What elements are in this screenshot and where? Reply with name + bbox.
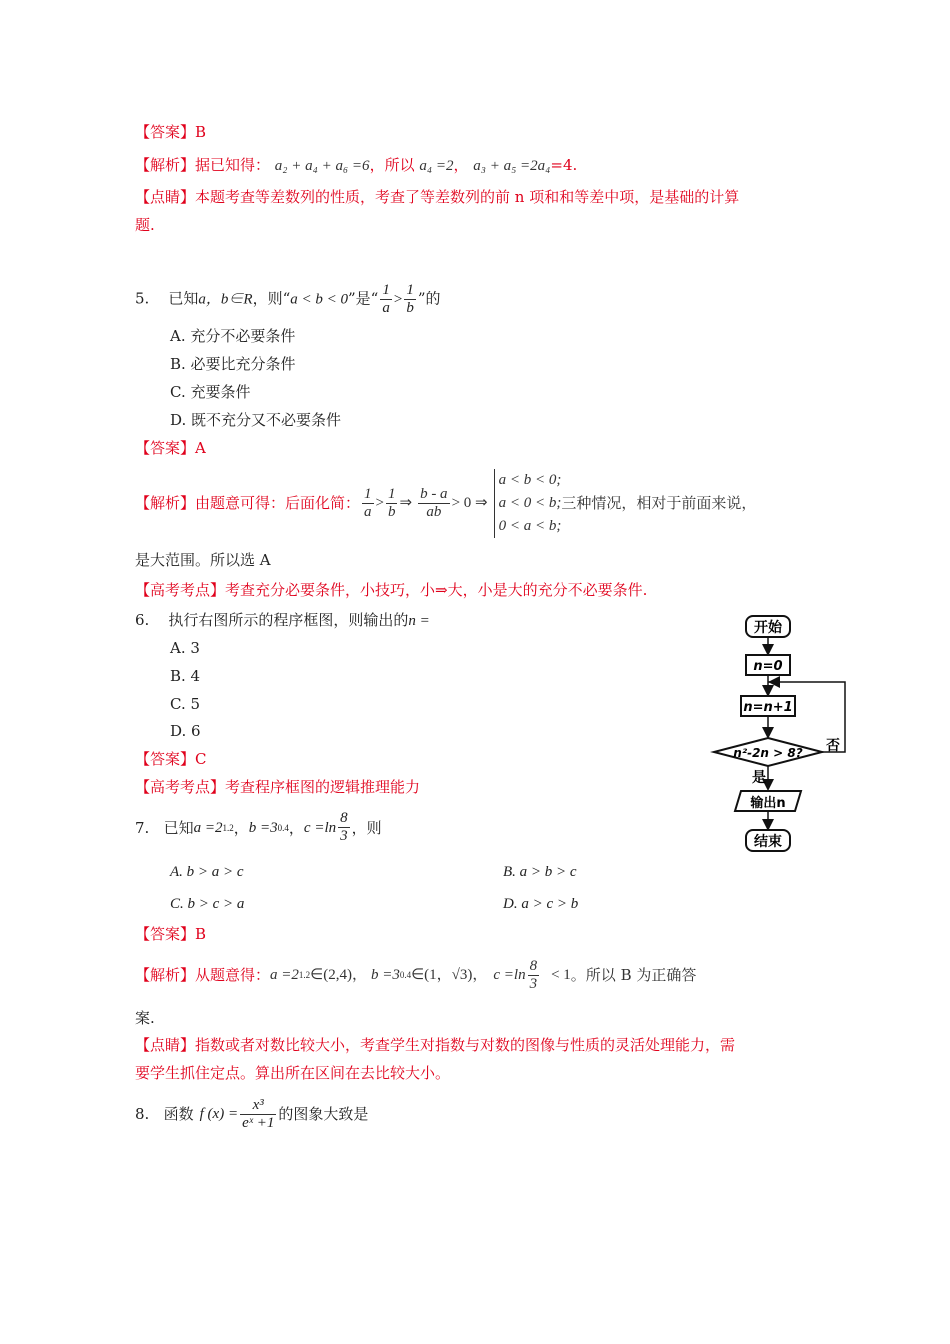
q7-stem: 7. 已知 a =2 1.2 ， b =3 0.4 ， c =ln $\frac{8}{3}$ ，则 — [135, 810, 382, 844]
q8-stem — [135, 1092, 368, 1136]
q7-b-exp: 0.4 — [277, 822, 289, 833]
q5-cond1: a < b < 0 — [290, 291, 348, 308]
q7-a-def: a =2 — [193, 819, 223, 836]
flowchart-no-label: 否 — [826, 738, 840, 754]
q5-frac-right: $\frac{1}{b}$ — [406, 282, 414, 316]
q7-option-b: B. a > b > c — [503, 864, 577, 880]
q7-analysis-c: c =ln — [493, 967, 526, 983]
flowchart-step-text: n=n+1 — [743, 700, 793, 715]
q5-stem: 5. 已知a，b∈R，则“a < b < 0”是“ $\frac{1}{a}$ > $\frac{1}{b}$ ”的 — [135, 282, 441, 316]
q7-analysis-a: a =2 — [270, 967, 299, 983]
q7-analysis-label: 【解析】从题意得： — [135, 966, 271, 984]
flowchart-init-text: n=0 — [753, 659, 783, 674]
q7-analysis — [135, 956, 696, 994]
q4-eq2: a₄ =2 — [419, 158, 454, 174]
q7-a-exp: 1.2 — [222, 822, 234, 833]
q5-analysis-tail: 三种情况，相对于前面来说， — [561, 494, 757, 512]
q6-stem-text: 执行右图所示的程序框图，则输出的 — [168, 611, 409, 629]
q7-analysis-c-frac: $\frac{8}{3}$ — [529, 957, 538, 992]
q5-analysis-frac-left: $\frac{1}{a}$ — [364, 485, 372, 520]
q6-option-b: B. 4 — [170, 667, 201, 685]
q5-analysis-line2: 是大范围。所以选 A — [135, 551, 271, 569]
q7-c-frac: $\frac{8}{3}$ — [340, 810, 348, 844]
q4-eq3: a₃ + a₅ =2a₄ — [473, 158, 551, 174]
q4-analysis-tail: ，所以 — [369, 156, 415, 174]
q7-analysis-b: b =3 — [370, 967, 400, 983]
q5-stem-mid: ，则“ — [252, 289, 291, 308]
q7-answer: 【答案】B — [135, 925, 207, 943]
q5-cases — [494, 469, 562, 538]
q5-exam-point: 【高考考点】考查充分必要条件，小技巧，小⇒大，小是大的充分不必要条件. — [135, 581, 648, 599]
q5-stem-end: ”的 — [417, 289, 441, 308]
q7-option-c: C. b > c > a — [170, 896, 245, 912]
q5-analysis-label: 【解析】由题意可得：后面化简： — [135, 494, 361, 512]
q7-comment-line2: 要学生抓住定点。算出所在区间在去比较大小。 — [135, 1064, 451, 1082]
q5-analysis-frac-diff: $\frac{b - a}{ab}$ — [420, 485, 448, 520]
q5-frac-left: $\frac{1}{a}$ — [382, 282, 390, 316]
q7-analysis-tail: 。所以 B 为正确答 — [570, 966, 697, 984]
q5-case-1: a < b < 0; — [498, 471, 562, 488]
q5-stem-vars: a，b∈R — [198, 291, 253, 308]
flowchart-start-text: 开始 — [754, 620, 782, 636]
q5-case-2: a < 0 < b; — [498, 494, 562, 511]
flowchart-output-text: 输出n — [750, 796, 786, 811]
q5-stem-mid2: ”是“ — [348, 289, 379, 308]
q7-stem-pre: 已知 — [163, 818, 194, 837]
q6-option-a: A. 3 — [170, 639, 200, 657]
q7-analysis-a-exp: 1.2 — [298, 970, 311, 980]
q7-c-def: c =ln — [303, 819, 337, 836]
q5-option-c: C. 充要条件 — [170, 383, 251, 401]
q4-analysis-end: =4. — [550, 156, 578, 174]
q5-stem-pre: 已知 — [168, 289, 199, 308]
q7-analysis-line2: 案. — [135, 1009, 155, 1027]
q6-answer: 【答案】C — [135, 750, 207, 768]
flowchart-end-text: 结束 — [754, 834, 782, 850]
q4-answer: 【答案】B — [135, 123, 207, 141]
q7-option-d: D. a > c > b — [503, 896, 579, 912]
flowchart-condition-text: n²-2n > 8? — [733, 746, 803, 760]
q8-frac: $\frac{\text{x³}}{\text{eˣ +1}}$ — [242, 1096, 275, 1131]
q6-option-d: D. 6 — [170, 722, 201, 740]
q7-c-compare: < 1 — [551, 967, 571, 983]
q5-analysis-frac-right: $\frac{1}{b}$ — [387, 485, 396, 520]
q6-flowchart — [705, 610, 865, 860]
q7-b-range: ∈(1，√3)， — [411, 967, 488, 983]
q7-a-range: ∈(2,4)， — [310, 967, 367, 983]
q4-comment-line1: 【点睛】本题考查等差数列的性质，考查了等差数列的前 n 项和和等差中项，是基础的计算 — [135, 188, 740, 206]
q5-option-d: D. 既不充分又不必要条件 — [170, 411, 342, 429]
q5-answer: 【答案】A — [135, 439, 206, 457]
flowchart-yes-label: 是 — [752, 770, 766, 786]
q7-stem-end: ，则 — [351, 818, 382, 837]
q7-analysis-b-exp: 0.4 — [399, 970, 412, 980]
q4-comment-line2: 题. — [135, 216, 155, 234]
q5-option-a: A. 充分不必要条件 — [170, 327, 296, 345]
q6-stem — [135, 610, 430, 631]
q5-number: 5. — [135, 289, 150, 308]
q4-eq1: a₂ + a₄ + a₆ =6 — [274, 158, 370, 174]
q7-b-def: b =3 — [248, 819, 278, 836]
q5-case-3: 0 < a < b; — [498, 517, 562, 534]
q4-analysis: 【解析】据已知得： a₂ + a₄ + a₆ =6，所以 a₄ =2， a₃ + a₅ =2a₄=4. — [135, 156, 578, 174]
q6-option-c: C. 5 — [170, 695, 201, 713]
q5-analysis: 【解析】由题意可得：后面化简： $\frac{1}{a}$ > $\frac{1}{b}$ ⇒ $\frac{b - a}{ab}$ > 0 ⇒ a < b < 0; a < 0 < b; 0 < a < b; 三种情况，相对于前面来说， — [135, 468, 756, 538]
q7-option-a: A. b > a > c — [170, 864, 244, 880]
q8-fx: f (x) = — [199, 1106, 239, 1122]
q7-number: 7. — [135, 818, 150, 837]
q8-stem-pre: 函数 — [163, 1105, 194, 1123]
q4-analysis-label: 【解析】据已知得： — [135, 156, 271, 174]
q8-stem-end: 的图象大致是 — [278, 1105, 369, 1123]
q7-comment-line1: 【点睛】指数或者对数比较大小，考查学生对指数与对数的图像与性质的灵活处理能力，需 — [135, 1036, 736, 1054]
q6-number: 6. — [135, 611, 150, 629]
q6-stem-var: n = — [408, 613, 430, 629]
q5-option-b: B. 必要比充分条件 — [170, 355, 296, 373]
q6-exam-point: 【高考考点】考查程序框图的逻辑推理能力 — [135, 778, 421, 796]
q8-number: 8. — [135, 1105, 150, 1123]
